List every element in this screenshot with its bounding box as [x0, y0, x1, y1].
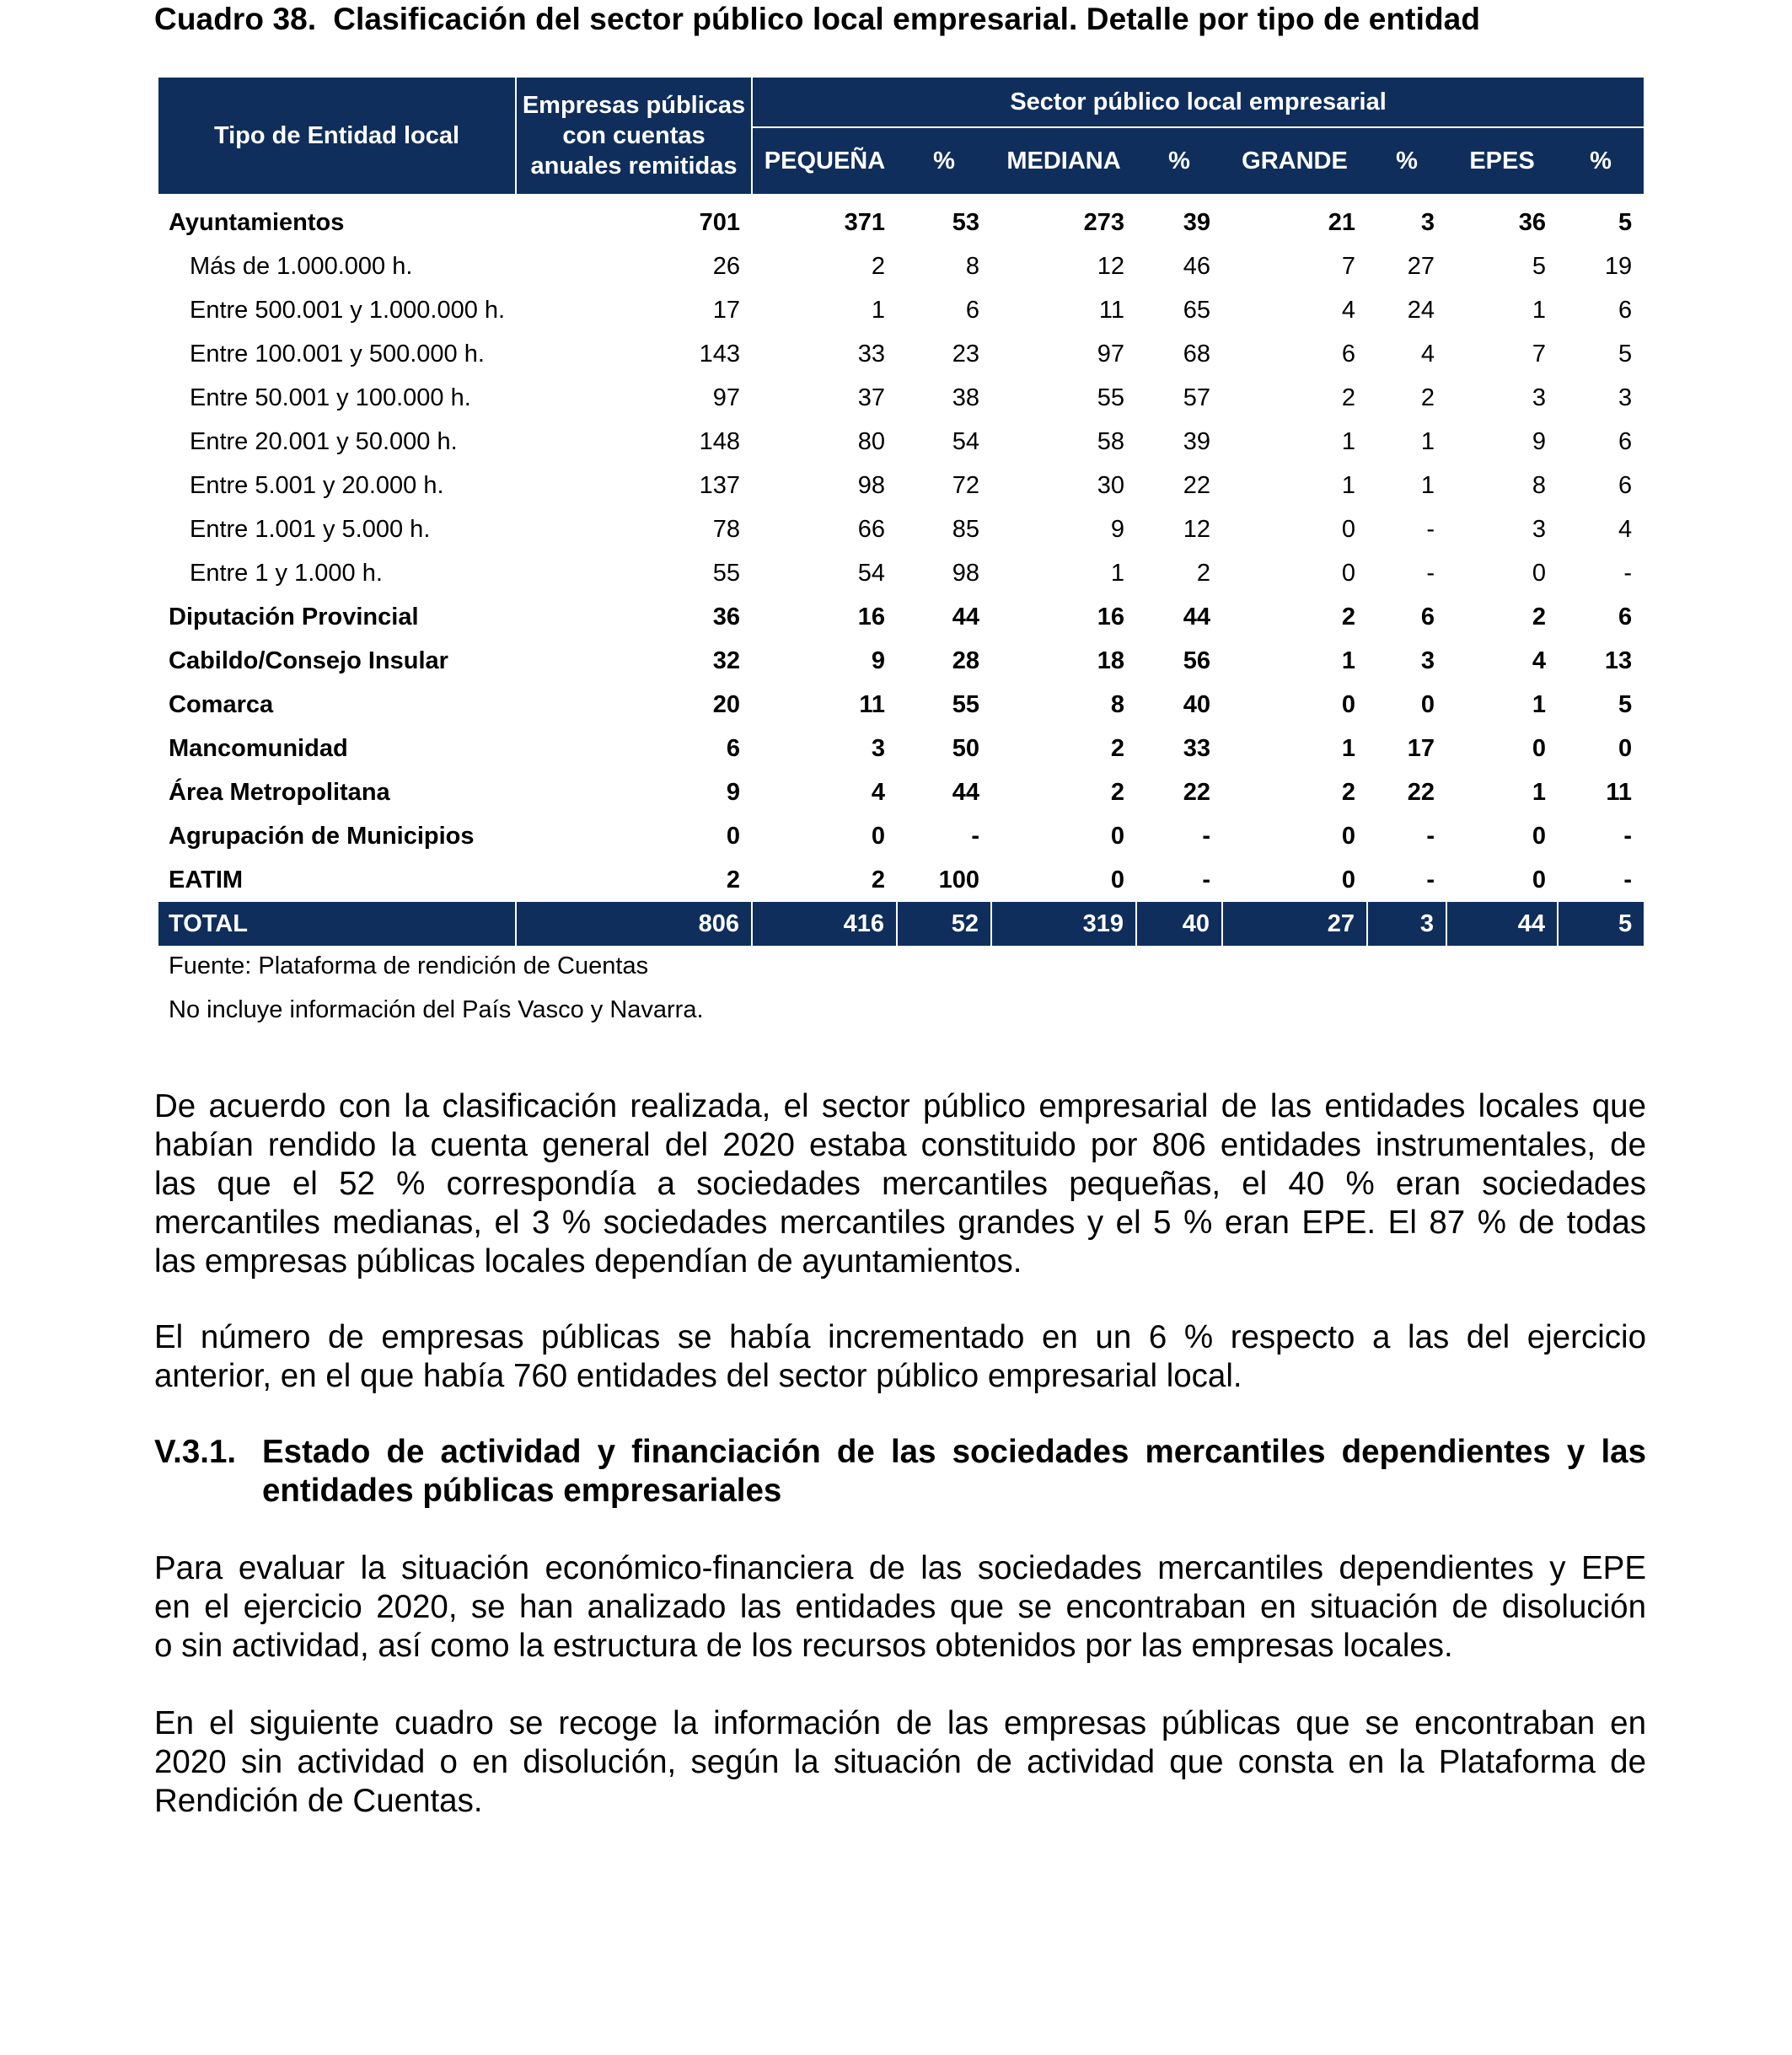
cell-mediana: 97 — [1097, 340, 1124, 368]
cell-epes-pct: - — [1623, 559, 1633, 587]
table-row — [158, 288, 1644, 332]
cell-epes-pct: 11 — [1606, 778, 1633, 806]
cell-pequena-pct: 54 — [952, 427, 979, 455]
cell-epes: 1 — [1532, 296, 1546, 324]
cell-mediana-pct: 68 — [1183, 340, 1210, 368]
cell-total: 0 — [726, 822, 740, 850]
header-pct-grande: % — [1367, 127, 1446, 194]
cell-pequena: 2 — [871, 866, 885, 893]
cell-grande: 0 — [1341, 866, 1355, 893]
cell-epes: 36 — [1518, 208, 1546, 236]
cell-grande: 0 — [1341, 559, 1355, 587]
source-note: Fuente: Plataforma de rendición de Cuentas — [169, 952, 649, 979]
cell-pequena-pct: 44 — [952, 603, 979, 630]
total-companies: 806 — [516, 902, 752, 946]
cell-epes: 0 — [1532, 734, 1546, 762]
row-label: Entre 20.001 y 50.000 h. — [190, 427, 458, 455]
header-companies: Empresas públicas con cuentas anuales remitidas — [516, 78, 752, 194]
cell-epes: 4 — [1532, 647, 1546, 674]
cell-mediana: 0 — [1110, 866, 1124, 893]
cell-mediana: 11 — [1098, 296, 1124, 324]
cell-pequena-pct: 28 — [952, 647, 979, 674]
cell-grande: 2 — [1341, 384, 1355, 411]
cell-pequena: 0 — [871, 822, 885, 850]
paragraph-line: las que el 52 % correspondía a sociedades mercantiles pequeñas, el 40 % eran sociedades — [154, 1166, 1646, 1202]
cell-total: 55 — [712, 559, 740, 587]
paragraph-line: El número de empresas públicas se había incrementado en un 6 % respecto a las del ejercicio — [154, 1319, 1646, 1355]
header-entity-type: Tipo de Entidad local — [158, 78, 516, 194]
cell-epes-pct: 6 — [1618, 471, 1633, 499]
cell-pequena-pct: 8 — [965, 252, 979, 280]
row-label: Entre 50.001 y 100.000 h. — [190, 384, 471, 411]
paragraph-evaluation — [154, 1549, 1646, 1666]
cell-mediana-pct: 2 — [1196, 559, 1210, 587]
caption-number: Cuadro 38. — [154, 2, 317, 36]
cell-pequena: 33 — [857, 340, 885, 368]
cell-mediana-pct: 65 — [1183, 296, 1210, 324]
cell-mediana: 12 — [1097, 252, 1124, 280]
cell-mediana-pct: 57 — [1183, 384, 1210, 411]
cell-mediana: 2 — [1110, 778, 1124, 806]
table-row — [158, 244, 1644, 288]
paragraph-classification — [154, 1087, 1646, 1281]
header-sector: Sector público local empresarial — [752, 78, 1644, 127]
cell-mediana-pct: 39 — [1183, 427, 1210, 455]
cell-grande: 1 — [1341, 647, 1355, 674]
cell-pequena-pct: 50 — [952, 734, 979, 762]
cell-epes: 8 — [1532, 471, 1546, 499]
paragraph-increase — [154, 1318, 1646, 1396]
section-title-line: Estado de actividad y financiación de las sociedades mercantiles dependientes y las — [262, 1434, 1646, 1470]
table-row — [158, 376, 1644, 420]
cell-mediana-pct: 40 — [1183, 690, 1210, 718]
cell-pequena: 2 — [871, 252, 885, 280]
total-mediana-pct: 40 — [1136, 902, 1222, 946]
paragraph-line: 2020 sin actividad o en disolución, según la situación de actividad que consta en la Plataforma de — [154, 1744, 1646, 1780]
cell-pequena-pct: 72 — [952, 471, 979, 499]
cell-grande: 0 — [1341, 690, 1355, 718]
cell-mediana: 0 — [1110, 822, 1124, 850]
cell-mediana: 273 — [1083, 208, 1124, 236]
row-label: Comarca — [169, 690, 274, 718]
row-label: Entre 500.001 y 1.000.000 h. — [190, 296, 506, 324]
total-mediana: 319 — [991, 902, 1136, 946]
cell-mediana-pct: 46 — [1183, 252, 1210, 280]
cell-grande: 7 — [1341, 252, 1355, 280]
cell-total: 701 — [699, 208, 740, 236]
header-pct-pequena: % — [897, 127, 991, 194]
table-row — [158, 420, 1644, 464]
paragraph-next-table — [154, 1704, 1646, 1821]
cell-epes-pct: 4 — [1618, 515, 1633, 543]
total-label: TOTAL — [158, 902, 516, 946]
table-row — [158, 683, 1644, 727]
cell-grande: 21 — [1328, 208, 1355, 236]
row-label: Ayuntamientos — [169, 208, 345, 236]
cell-epes: 1 — [1532, 690, 1546, 718]
exclusion-note: No incluye información del País Vasco y Navarra. — [169, 996, 704, 1023]
paragraph-line: habían rendido la cuenta general del 2020 estaba constituido por 806 entidades instrumentales, de — [154, 1127, 1646, 1163]
cell-total: 143 — [699, 340, 740, 368]
cell-total: 9 — [726, 778, 740, 806]
cell-epes-pct: 13 — [1604, 647, 1633, 674]
cell-total: 20 — [712, 690, 740, 718]
row-label: Diputación Provincial — [169, 603, 419, 630]
row-label: Área Metropolitana — [169, 778, 390, 806]
cell-grande-pct: - — [1426, 559, 1435, 587]
paragraph-line: mercantiles medianas, el 3 % sociedades mercantiles grandes y el 5 % eran EPE. El 87 % de todas — [154, 1205, 1646, 1241]
cell-epes-pct: - — [1623, 822, 1633, 850]
total-pequena: 416 — [752, 902, 897, 946]
cell-mediana-pct: 22 — [1183, 778, 1210, 806]
table-row — [158, 814, 1644, 858]
table-row — [158, 551, 1644, 595]
cell-pequena-pct: 44 — [952, 778, 979, 806]
cell-pequena: 54 — [857, 559, 885, 587]
cell-epes-pct: 5 — [1618, 340, 1633, 368]
row-label: Mancomunidad — [169, 734, 348, 762]
cell-grande: 6 — [1341, 340, 1355, 368]
header-epes: EPES — [1446, 127, 1558, 194]
row-label: Entre 100.001 y 500.000 h. — [190, 340, 485, 368]
cell-pequena-pct: 38 — [952, 384, 979, 411]
cell-grande-pct: 27 — [1407, 252, 1435, 280]
cell-epes-pct: 19 — [1604, 252, 1633, 280]
cell-pequena: 4 — [871, 778, 885, 806]
cell-epes: 1 — [1532, 778, 1546, 806]
paragraph-line: anterior, en el que había 760 entidades del sector público empresarial local. — [154, 1358, 1242, 1394]
cell-grande-pct: 24 — [1407, 296, 1435, 324]
paragraph-line: las empresas públicas locales dependían de ayuntamientos. — [154, 1243, 1022, 1280]
cell-total: 148 — [699, 427, 740, 455]
cell-epes: 9 — [1532, 427, 1546, 455]
section-title-line: entidades públicas empresariales — [262, 1473, 782, 1509]
cell-grande-pct: 22 — [1407, 778, 1435, 806]
header-mediana: MEDIANA — [991, 127, 1136, 194]
cell-mediana: 1 — [1110, 559, 1124, 587]
cell-mediana: 2 — [1110, 734, 1124, 762]
cell-grande-pct: 0 — [1420, 690, 1435, 718]
cell-grande: 2 — [1341, 778, 1355, 806]
cell-grande: 0 — [1341, 822, 1355, 850]
cell-mediana: 18 — [1097, 647, 1124, 674]
cell-mediana-pct: 22 — [1183, 471, 1210, 499]
paragraph-line: De acuerdo con la clasificación realizada, el sector público empresarial de las entidades locales que — [154, 1088, 1646, 1124]
cell-mediana-pct: 33 — [1183, 734, 1210, 762]
table-row — [158, 332, 1644, 376]
table-row — [158, 727, 1644, 770]
row-label: Cabildo/Consejo Insular — [169, 647, 448, 674]
total-grande-pct: 3 — [1367, 902, 1446, 946]
cell-mediana: 55 — [1097, 384, 1124, 411]
cell-grande-pct: 17 — [1407, 734, 1435, 762]
cell-pequena: 37 — [857, 384, 885, 411]
cell-mediana-pct: 44 — [1183, 603, 1210, 630]
table-row — [158, 770, 1644, 814]
total-grande: 27 — [1222, 902, 1367, 946]
cell-epes: 2 — [1532, 603, 1546, 630]
cell-epes-pct: 6 — [1618, 427, 1633, 455]
cell-total: 26 — [712, 252, 740, 280]
cell-epes: 0 — [1532, 822, 1546, 850]
table-total-row — [158, 902, 1644, 946]
table-notes — [169, 944, 704, 1032]
cell-grande-pct: 1 — [1420, 471, 1435, 499]
cell-mediana: 30 — [1097, 471, 1124, 499]
section-number: V.3.1. — [154, 1434, 237, 1470]
header-pct-epes: % — [1558, 127, 1644, 194]
row-label: Entre 5.001 y 20.000 h. — [190, 471, 444, 499]
cell-mediana: 58 — [1097, 427, 1124, 455]
cell-pequena: 3 — [871, 734, 885, 762]
caption-title: Clasificación del sector público local empresarial. Detalle por tipo de entidad — [333, 2, 1481, 36]
row-label: EATIM — [169, 866, 244, 893]
paragraph-line: Rendición de Cuentas. — [154, 1783, 483, 1819]
table-caption — [154, 2, 1480, 37]
header-pequena: PEQUEÑA — [752, 127, 897, 194]
cell-pequena: 98 — [857, 471, 885, 499]
paragraph-line: o sin actividad, así como la estructura de los recursos obtenidos por las empresas locales. — [154, 1628, 1453, 1664]
table-row — [158, 858, 1644, 902]
cell-pequena: 9 — [871, 647, 885, 674]
cell-total: 137 — [699, 471, 740, 499]
table-row — [158, 194, 1644, 244]
cell-grande: 0 — [1341, 515, 1355, 543]
cell-grande-pct: - — [1426, 822, 1435, 850]
table-row — [158, 595, 1644, 639]
row-label: Agrupación de Municipios — [169, 822, 475, 850]
cell-total: 32 — [712, 647, 740, 674]
cell-pequena: 371 — [844, 208, 885, 236]
cell-epes: 7 — [1532, 340, 1546, 368]
paragraph-line: En el siguiente cuadro se recoge la información de las empresas públicas que se encontraban en — [154, 1705, 1646, 1741]
cell-mediana-pct: - — [1202, 822, 1210, 850]
cell-mediana-pct: 39 — [1183, 208, 1210, 236]
cell-epes-pct: 5 — [1618, 208, 1633, 236]
cell-pequena: 80 — [857, 427, 885, 455]
cell-pequena-pct: - — [971, 822, 979, 850]
cell-pequena-pct: 100 — [938, 866, 979, 893]
cell-epes-pct: 6 — [1618, 603, 1633, 630]
cell-mediana: 8 — [1110, 690, 1124, 718]
cell-pequena: 66 — [857, 515, 885, 543]
cell-epes: 0 — [1532, 866, 1546, 893]
header-pct-mediana: % — [1136, 127, 1222, 194]
cell-total: 2 — [726, 866, 740, 893]
row-label: Entre 1.001 y 5.000 h. — [190, 515, 431, 543]
cell-epes-pct: 0 — [1618, 734, 1633, 762]
table-row — [158, 639, 1644, 683]
cell-pequena-pct: 85 — [952, 515, 979, 543]
cell-pequena: 1 — [871, 296, 885, 324]
cell-grande-pct: 2 — [1420, 384, 1435, 411]
row-label: Más de 1.000.000 h. — [190, 252, 413, 280]
row-label: Entre 1 y 1.000 h. — [190, 559, 383, 587]
table-row — [158, 507, 1644, 551]
cell-epes-pct: 6 — [1618, 296, 1633, 324]
cell-total: 17 — [712, 296, 740, 324]
cell-pequena: 16 — [857, 603, 885, 630]
cell-grande-pct: 4 — [1420, 340, 1435, 368]
cell-pequena-pct: 23 — [952, 340, 979, 368]
cell-pequena-pct: 53 — [952, 208, 979, 236]
cell-epes-pct: 3 — [1618, 384, 1633, 411]
cell-grande-pct: 3 — [1420, 208, 1435, 236]
cell-epes: 3 — [1532, 515, 1546, 543]
cell-grande-pct: - — [1426, 866, 1435, 893]
cell-total: 36 — [712, 603, 740, 630]
cell-grande-pct: 6 — [1420, 603, 1435, 630]
cell-epes-pct: 5 — [1618, 690, 1633, 718]
cell-pequena-pct: 98 — [952, 559, 979, 587]
table-row — [158, 464, 1644, 507]
header-grande: GRANDE — [1222, 127, 1367, 194]
paragraph-line: en el ejercicio 2020, se han analizado las entidades que se encontraban en situación de disolución — [154, 1589, 1646, 1625]
cell-pequena-pct: 55 — [952, 690, 979, 718]
entity-classification-table — [158, 78, 1644, 946]
cell-total: 78 — [712, 515, 740, 543]
cell-total: 6 — [726, 734, 740, 762]
cell-grande-pct: - — [1426, 515, 1435, 543]
cell-mediana-pct: 56 — [1183, 647, 1210, 674]
cell-pequena-pct: 6 — [965, 296, 979, 324]
paragraph-line: Para evaluar la situación económico-financiera de las sociedades mercantiles dependientes y EPE — [154, 1550, 1646, 1586]
total-epes: 44 — [1446, 902, 1558, 946]
cell-pequena: 11 — [859, 690, 885, 718]
cell-grande: 2 — [1341, 603, 1355, 630]
cell-grande: 1 — [1341, 427, 1355, 455]
cell-mediana-pct: - — [1202, 866, 1210, 893]
total-epes-pct: 5 — [1558, 902, 1644, 946]
section-title — [262, 1433, 1646, 1510]
cell-epes-pct: - — [1623, 866, 1633, 893]
cell-mediana: 9 — [1110, 515, 1124, 543]
cell-epes: 3 — [1532, 384, 1546, 411]
cell-grande-pct: 3 — [1420, 647, 1435, 674]
cell-mediana-pct: 12 — [1183, 515, 1210, 543]
cell-grande: 1 — [1341, 734, 1355, 762]
cell-total: 97 — [712, 384, 740, 411]
cell-grande: 4 — [1341, 296, 1355, 324]
total-pequena-pct: 52 — [897, 902, 991, 946]
cell-mediana: 16 — [1097, 603, 1124, 630]
cell-grande-pct: 1 — [1420, 427, 1435, 455]
cell-grande: 1 — [1341, 471, 1355, 499]
cell-epes: 0 — [1532, 559, 1546, 587]
cell-epes: 5 — [1532, 252, 1546, 280]
